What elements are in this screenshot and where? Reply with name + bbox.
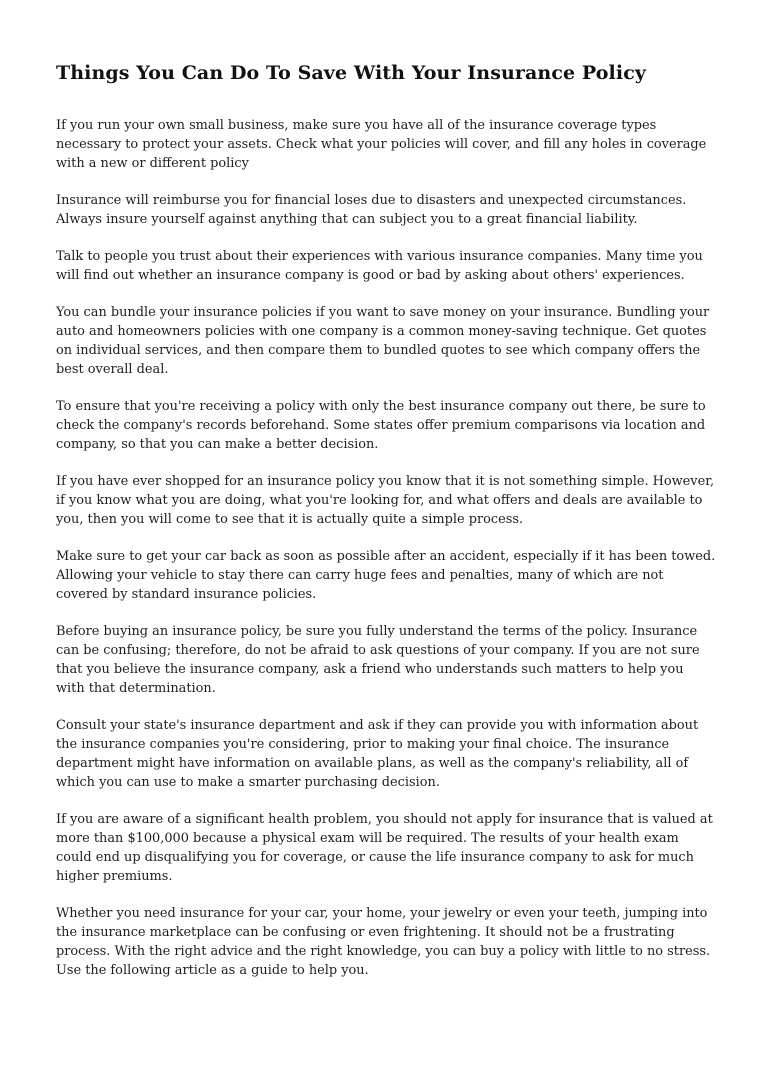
paragraph: If you run your own small business, make sure you have all of the insurance coverage types necessary to protect your assets. Check what your policies will cover, and fill any holes in coverage with a new or different policy: [56, 118, 707, 171]
paragraph: If you are aware of a significant health problem, you should not apply for insurance that is valued at more than $100,000 because a physical exam will be required. The results of your health exam could end up disqualifying you for coverage, or cause the life insurance company to ask for much higher premiums.: [56, 812, 713, 884]
paragraph: To ensure that you're receiving a policy with only the best insurance company out there, be sure to check the company's records beforehand. Some states offer premium comparisons via location and company, so that you can make a better decision.: [56, 399, 706, 452]
document-title: Things You Can Do To Save With Your Insurance Policy: [56, 62, 647, 84]
paragraph: If you have ever shopped for an insurance policy you know that it is not something simple. However, if you know what you are doing, what you're looking for, and what offers and deals are available to you, then you will come to see that it is actually quite a simple process.: [56, 474, 715, 527]
paragraph: Whether you need insurance for your car, your home, your jewelry or even your teeth, jumping into the insurance marketplace can be confusing or even frightening. It should not be a frustrating process. With the right advice and the right knowledge, you can buy a policy with little to no stress. Use the following article as a guide to help you.: [56, 906, 711, 978]
paragraph: Insurance will reimburse you for financial loses due to disasters and unexpected circumstances. Always insure yourself against anything that can subject you to a great financial liability.: [56, 193, 687, 227]
paragraph: Before buying an insurance policy, be sure you fully understand the terms of the policy. Insurance can be confusing; therefore, do not be afraid to ask questions of your company. If you are not sure that you believe the insurance company, ask a friend who understands such matters to help you with that determination.: [56, 624, 700, 696]
paragraph: You can bundle your insurance policies if you want to save money on your insurance. Bundling your auto and homeowners policies with one company is a common money-saving technique. Get quotes on individual services, and then compare them to bundled quotes to see which company offers the best overall deal.: [56, 305, 710, 377]
paragraph: Make sure to get your car back as soon as possible after an accident, especially if it has been towed. Allowing your vehicle to stay there can carry huge fees and penalties, many of which are not covered by standard insurance policies.: [56, 549, 716, 602]
paragraph: Talk to people you trust about their experiences with various insurance companies. Many time you will find out whether an insurance company is good or bad by asking about others' experiences.: [56, 249, 703, 283]
paragraph: Consult your state's insurance department and ask if they can provide you with information about the insurance companies you're considering, prior to making your final choice. The insurance department might have information on available plans, as well as the company's reliability, all of which you can use to make a smarter purchasing decision.: [56, 718, 699, 790]
document-page: [56, 58, 716, 980]
